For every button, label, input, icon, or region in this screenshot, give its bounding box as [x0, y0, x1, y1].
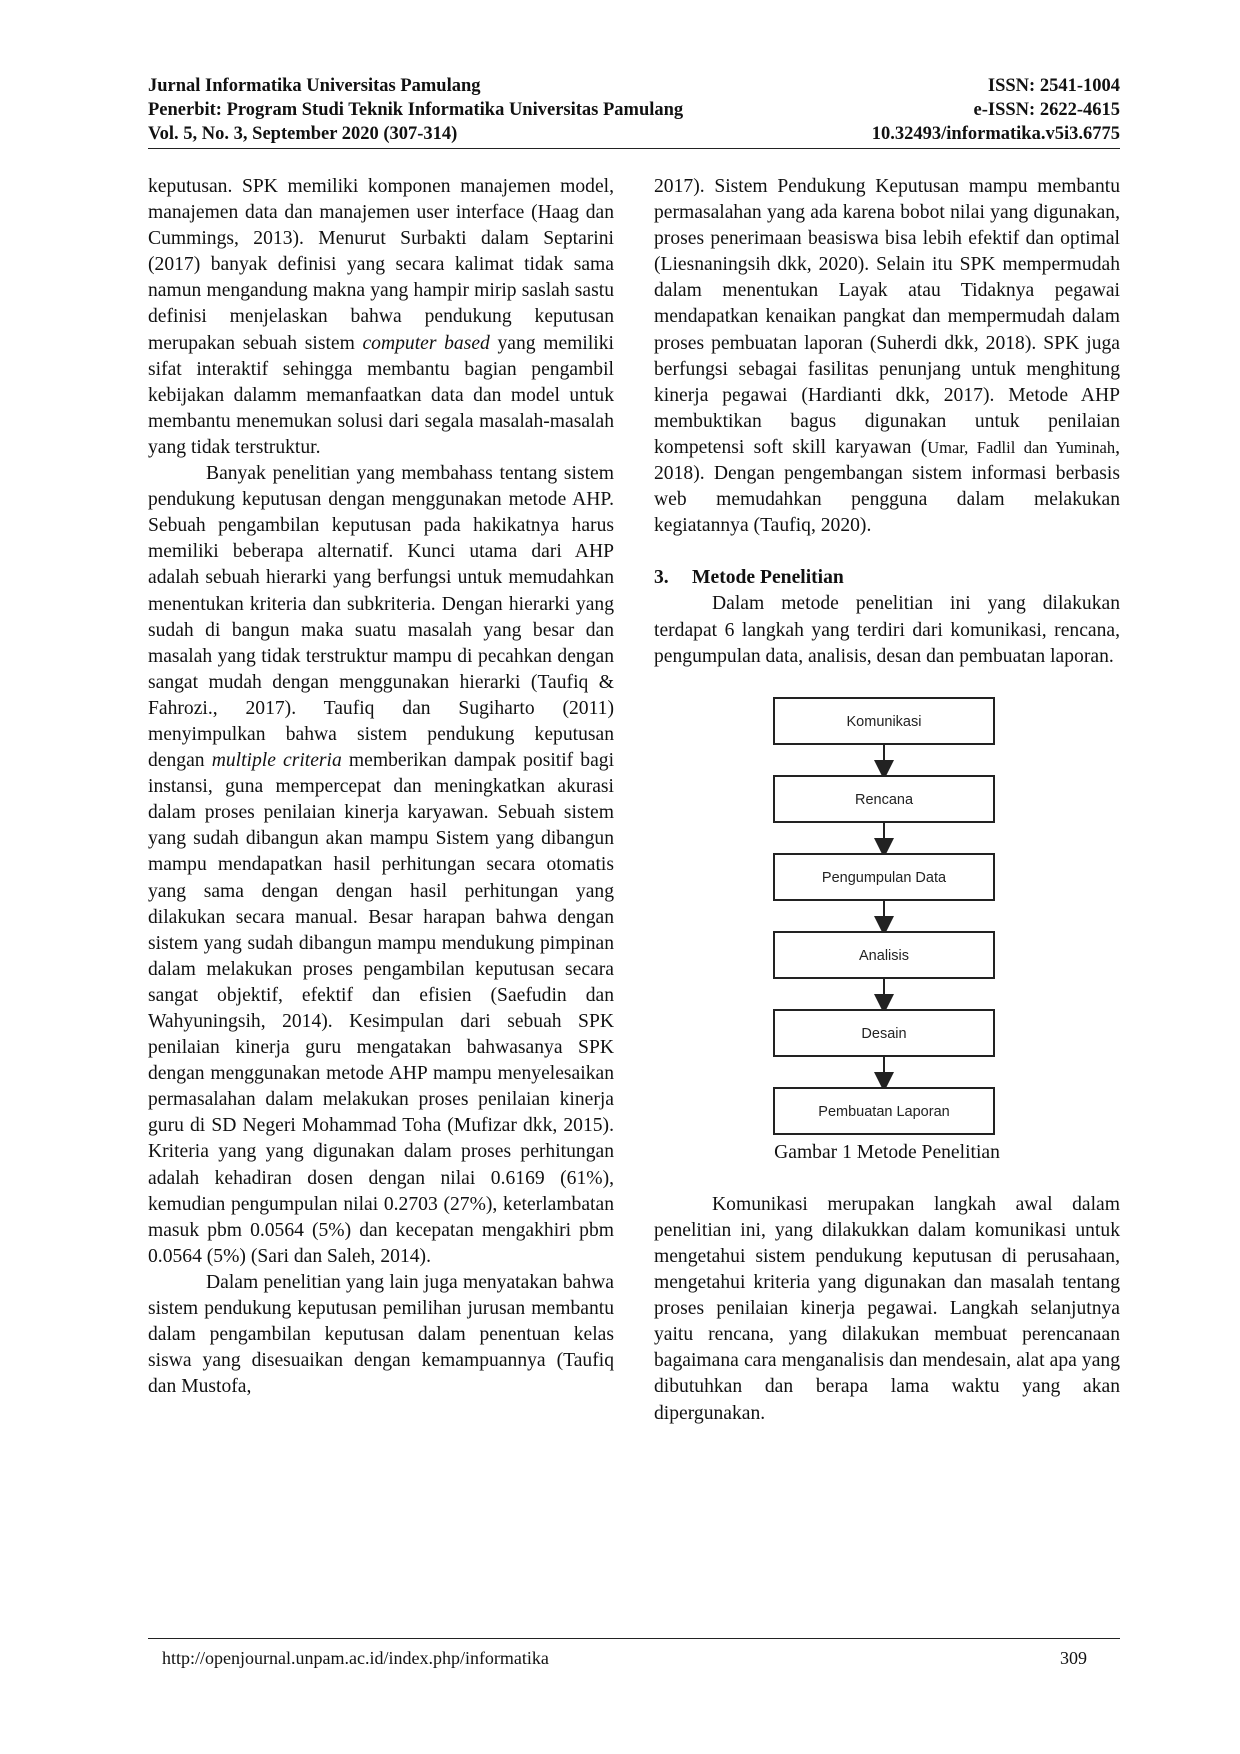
- paragraph: Banyak penelitian yang membahass tentang sistem pendukung keputusan dengan menggunakan metode AHP. Sebuah pengambilan keputusan pada hakikatnya harus memiliki beberapa alternatif. Kunci utama dari AHP adalah sebuah hierarki yang berfungsi untuk memudahkan menentukan kriteria dan subkriteria. Dengan hierarki yang sudah di bangun maka suatu masalah yang besar dan masalah yang tidak terstruktur mampu di pecahkan dengan sangat mudah dengan menggunakan hierarki (Taufiq & Fahrozi., 2017). Taufiq dan Sugiharto (2011) menyimpulkan bahwa sistem pendukung keputusan dengan multiple criteria memberikan dampak positif bagi instansi, guna mempercepat dan meningkatkan akurasi dalam proses penilaian kinerja karyawan. Sebuah sistem yang sudah dibangun akan mampu Sistem yang dibangun mampu mendapatkan hasil perhitungan secara otomatis yang sama dengan dengan hasil perhitungan yang dilakukan secara manual. Besar harapan bahwa dengan sistem yang sudah dibangun mampu mendukung pimpinan dalam melakukan proses pengambilan keputusan secara sangat objektif, efektif dan efisien (Saefudin dan Wahyuningsih, 2014). Kesimpulan dari sebuah SPK penilaian kinerja guru mengatakan bahwasanya SPK dengan menggunakan metode AHP mampu menyelesaikan permasalahan dalam melakukan proses penilaian kinerja guru di SD Negeri Mohammad Toha (Mufizar dkk, 2015). Kriteria yang yang digunakan dalam proses perhitungan adalah kehadiran dosen dengan nilai 0.6169 (61%), kemudian pengumpulan nilai 0.2703 (27%), keterlambatan masuk pbm 0.0564 (5%) dan kecepatan mengakhiri pbm 0.0564 (5%) (Sari dan Saleh, 2014).: [148, 463, 615, 1267]
- flow-step-label: Komunikasi: [846, 713, 922, 730]
- publisher: Penerbit: Program Studi Teknik Informatika Universitas Pamulang: [148, 100, 684, 120]
- header-rule: [148, 148, 1120, 149]
- running-header: [148, 74, 1120, 146]
- section-number: 3.: [654, 567, 669, 589]
- flow-step-label: Rencana: [854, 791, 914, 808]
- journal-name: Jurnal Informatika Universitas Pamulang: [148, 76, 481, 96]
- footer-rule: [148, 1638, 1120, 1639]
- eissn: e-ISSN: 2622-4615: [973, 100, 1120, 120]
- figure-caption: Gambar 1 Metode Penelitian: [774, 1141, 1000, 1163]
- paragraph: Dalam penelitian yang lain juga menyatakan bahwa sistem pendukung keputusan pemilihan jurusan membantu dalam pengambilan keputusan dalam penentuan kelas siswa yang disesuaikan dengan kemampuannya (Taufiq dan Mustofa,: [148, 1271, 614, 1398]
- flowchart-figure: [654, 670, 1120, 1140]
- italic-term: multiple criteria: [211, 750, 342, 772]
- flow-step-label: Analisis: [859, 947, 909, 964]
- section-heading: [654, 565, 1120, 591]
- left-column: [148, 174, 614, 1400]
- flow-step-label: Pengumpulan Data: [821, 869, 947, 886]
- issn: ISSN: 2541-1004: [987, 76, 1120, 96]
- right-column: [654, 174, 1120, 1427]
- flowchart: [654, 670, 1120, 1140]
- italic-term: computer based: [362, 332, 490, 354]
- volume-info: Vol. 5, No. 3, September 2020 (307-314): [148, 124, 458, 144]
- section-title: Metode Penelitian: [692, 567, 844, 589]
- paragraph: keputusan. SPK memiliki komponen manajemen model, manajemen data dan manajemen user interface (Haag dan Cummings, 2013). Menurut Surbakti dalam Septarini (2017) banyak definisi yang secara kalimat tidak sama namun mengandung makna yang hampir mirip saslah sastu definisi menjelaskan bahwa pendukung keputusan merupakan sebuah sistem computer based yang memiliki sifat interaktif sehingga membantu bagian pengambil kebijakan dalamm memanfaatkan data dan model untuk membantu menemukan solusi dari segala masalah-masalah yang tidak terstruktur.: [148, 176, 614, 458]
- page-number: 309: [1060, 1648, 1087, 1668]
- citation-small: Umar, Fadlil dan Yuminah: [927, 437, 1116, 457]
- page-footer: [148, 1648, 1120, 1669]
- paragraph: 2017). Sistem Pendukung Keputusan mampu membantu permasalahan yang ada karena bobot nilai yang digunakan, proses penerimaan beasiswa bisa lebih efektif dan optimal (Liesnaningsih dkk, 2020). Selain itu SPK mempermudah dalam menentukan Layak atau Tidaknya pegawai mendapatkan kenaikan pangkat dan mempermudah dalam proses pembuatan laporan (Suherdi dkk, 2018). SPK juga berfungsi sebagai fasilitas penunjang untuk menghitung kinerja pegawai (Hardianti dkk, 2017). Metode AHP membuktikan bagus digunakan untuk penilaian kompetensi soft skill karyawan (Umar, Fadlil dan Yuminah, 2018). Dengan pengembangan sistem informasi berbasis web memudahkan pengguna dalam melakukan kegiatannya (Taufiq, 2020).: [654, 176, 1120, 537]
- flow-step-label: Pembuatan Laporan: [818, 1103, 950, 1120]
- flow-step-label: Desain: [861, 1025, 907, 1042]
- doi: 10.32493/informatika.v5i3.6775: [871, 124, 1120, 144]
- paragraph: Dalam metode penelitian ini yang dilakukan terdapat 6 langkah yang terdiri dari komunikasi, rencana, pengumpulan data, analisis, desan dan pembuatan laporan.: [654, 593, 1120, 667]
- journal-url[interactable]: http://openjournal.unpam.ac.id/index.php/informatika: [162, 1648, 549, 1668]
- paragraph: Komunikasi merupakan langkah awal dalam penelitian ini, yang dilakukkan dalam komunikasi untuk mengetahui sistem pendukung keputusan di perusahaan, mengetahui kriteria yang digunakan dan masalah tentang proses penilaian kinerja pegawai. Langkah selanjutnya yaitu rencana, yang dilakukan membuat perencanaan bagaimana cara menganalisis dan mendesain, alat apa yang dibutuhkan dan berapa lama waktu yang akan dipergunakan.: [654, 1193, 1120, 1424]
